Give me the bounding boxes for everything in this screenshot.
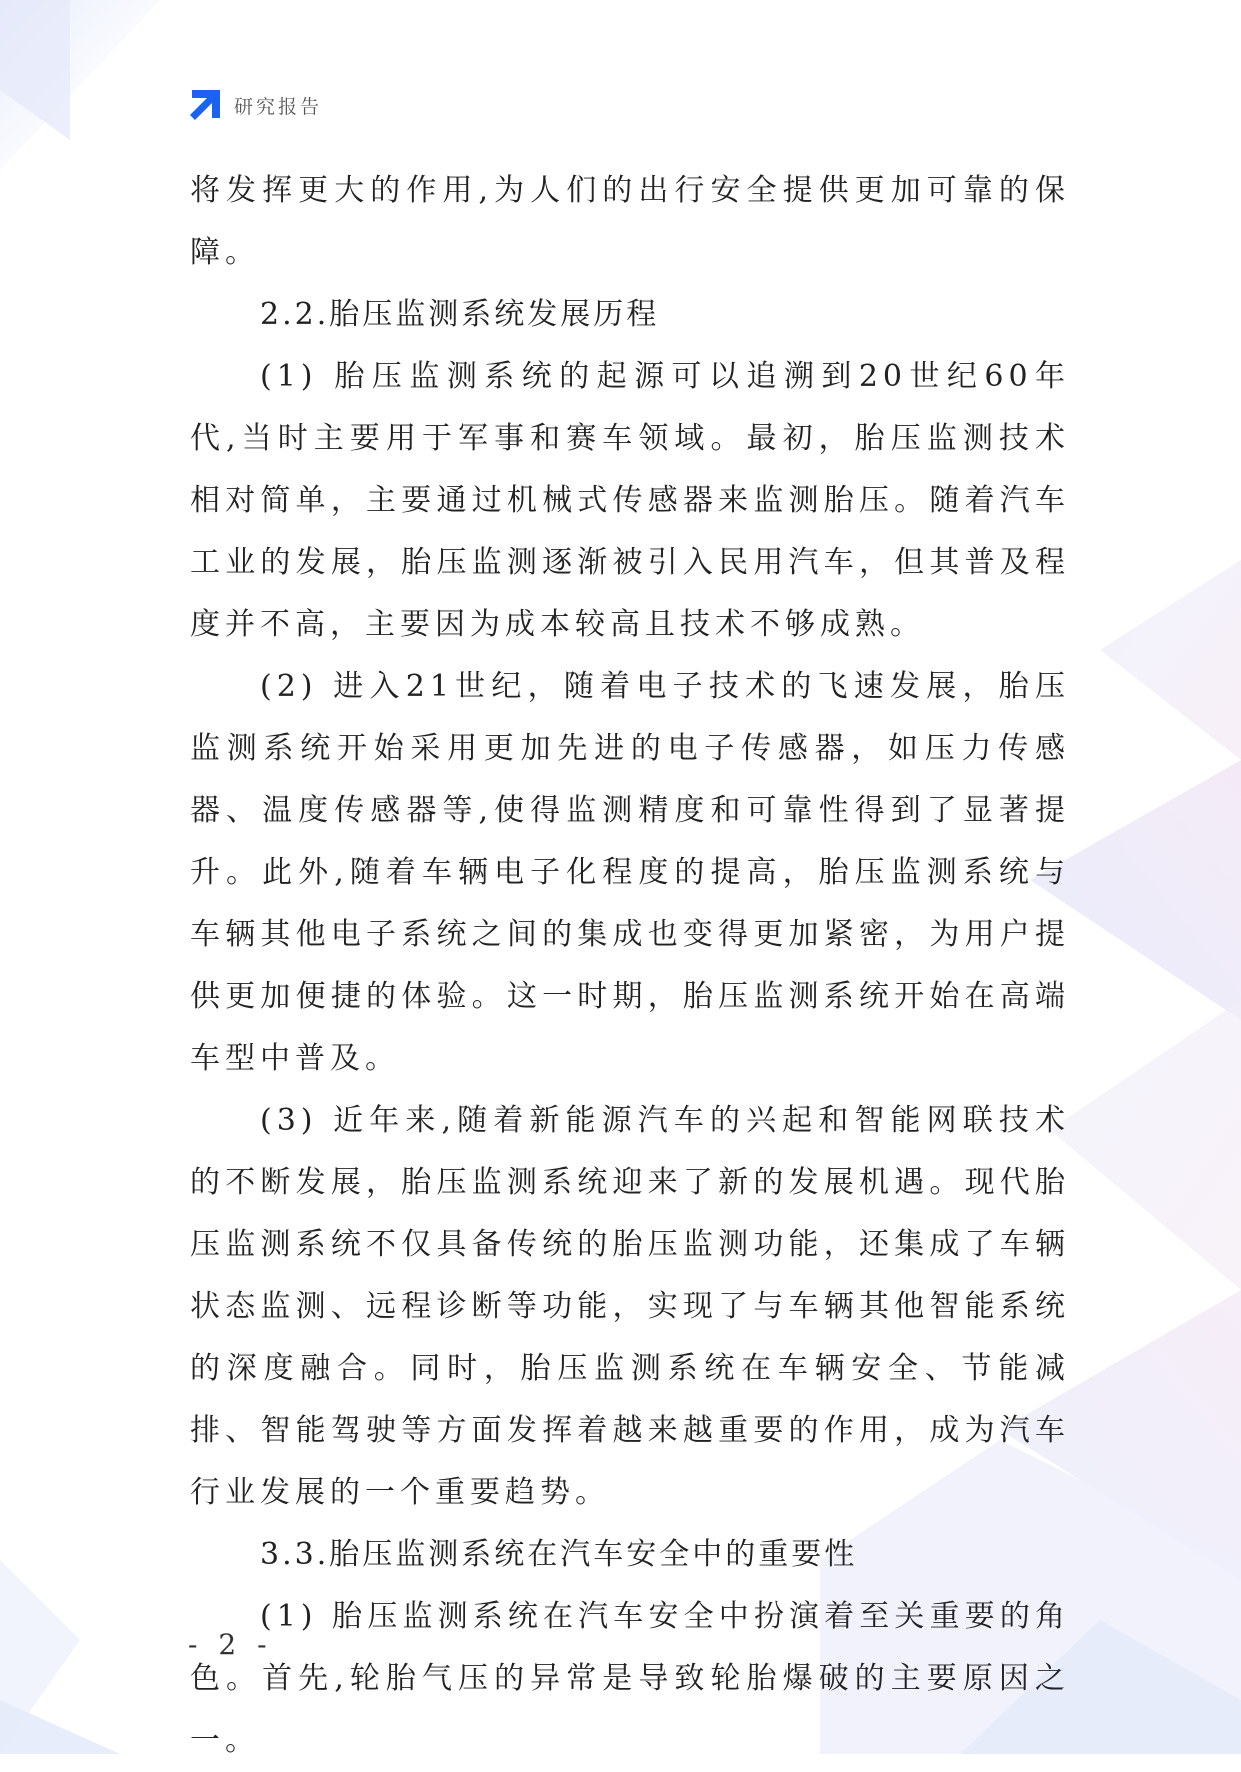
section-heading: 2.2.胎压监测系统发展历程: [260, 297, 660, 332]
paragraph: 将发挥更大的作用,为人们的出行安全提供更加可靠的保障。: [190, 173, 1070, 270]
document-body: [190, 160, 1070, 1772]
header-title: 研究报告: [234, 95, 323, 118]
page-number: - 2 -: [188, 1628, 273, 1661]
page-header: [188, 88, 322, 122]
section-heading: 3.3.胎压监测系统在汽车安全中的重要性: [260, 1537, 858, 1572]
paragraph: (1) 胎压监测系统在汽车安全中扮演着至关重要的角色。首先,轮胎气压的异常是导致轮胎爆破的主要原因之一。: [190, 1599, 1070, 1758]
paragraph: (1) 胎压监测系统的起源可以追溯到20世纪60年代,当时主要用于军事和赛车领域。最初，胎压监测技术相对简单，主要通过机械式传感器来监测胎压。随着汽车工业的发展，胎压监测逐渐被引入民用汽车，但其普及程度并不高，主要因为成本较高且技术不够成熟。: [190, 359, 1070, 642]
arrow-up-right-icon: [188, 88, 222, 122]
paragraph: (2) 进入21世纪，随着电子技术的飞速发展，胎压监测系统开始采用更加先进的电子传感器，如压力传感器、温度传感器等,使得监测精度和可靠性得到了显著提升。此外,随着车辆电子化程度的提高，胎压监测系统与车辆其他电子系统之间的集成也变得更加紧密，为用户提供更加便捷的体验。这一时期，胎压监测系统开始在高端车型中普及。: [190, 669, 1070, 1076]
paragraph: (3) 近年来,随着新能源汽车的兴起和智能网联技术的不断发展，胎压监测系统迎来了新的发展机遇。现代胎压监测系统不仅具备传统的胎压监测功能，还集成了车辆状态监测、远程诊断等功能，实现了与车辆其他智能系统的深度融合。同时，胎压监测系统在车辆安全、节能减排、智能驾驶等方面发挥着越来越重要的作用，成为汽车行业发展的一个重要趋势。: [190, 1103, 1070, 1510]
